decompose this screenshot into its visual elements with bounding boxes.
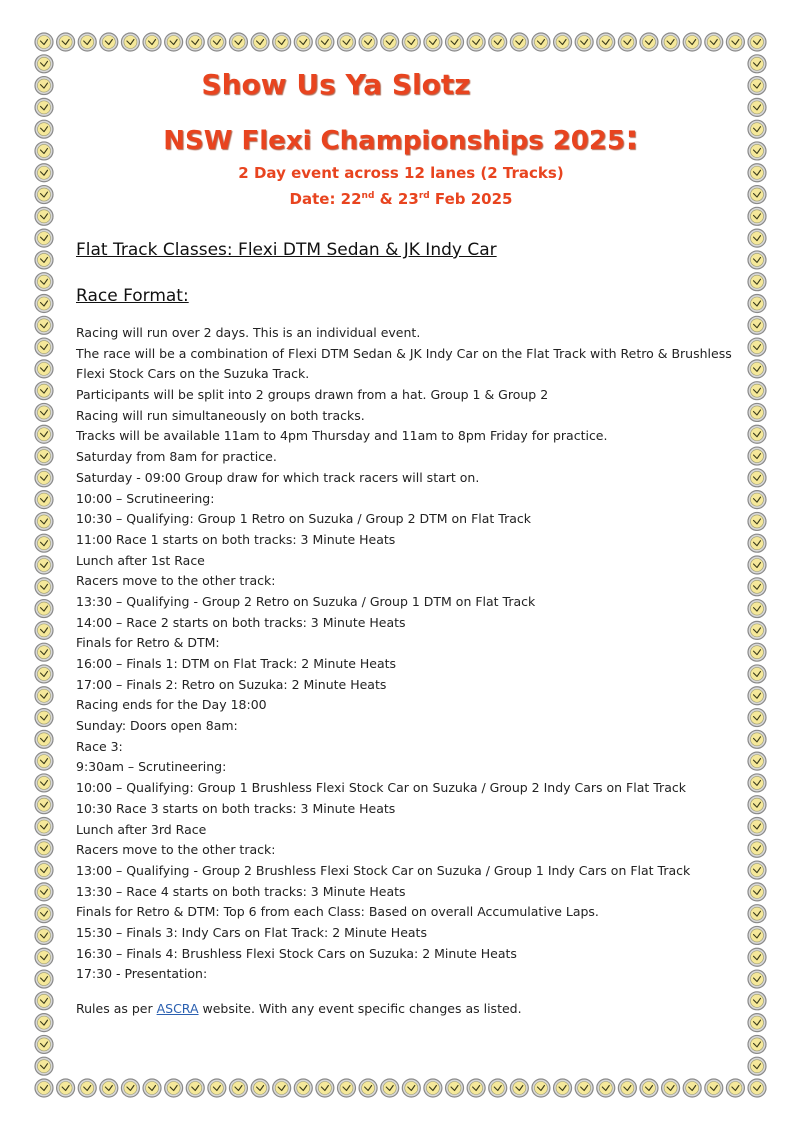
event-date-sup1: nd xyxy=(361,191,375,201)
clock-face-icon xyxy=(748,774,766,792)
race-format-line: 10:30 Race 3 starts on both tracks: 3 Minute Heats xyxy=(76,800,396,816)
race-format-line: Lunch after 3rd Race xyxy=(76,821,207,837)
clock-face-icon xyxy=(662,33,680,51)
clock-face-icon xyxy=(208,33,226,51)
race-format-line: 17:00 – Finals 2: Retro on Suzuka: 2 Minute Heats xyxy=(76,676,387,692)
clock-face-icon xyxy=(57,33,75,51)
clock-face-icon xyxy=(748,33,766,51)
race-format-line: Sunday: Doors open 8am: xyxy=(76,718,238,734)
clock-face-icon xyxy=(662,1079,680,1097)
clock-face-icon xyxy=(424,33,442,51)
race-format-line: 16:00 – Finals 1: DTM on Flat Track: 2 Minute Heats xyxy=(76,656,397,671)
clock-face-icon xyxy=(35,687,53,705)
clock-face-icon xyxy=(35,55,53,73)
clock-face-icon xyxy=(35,403,53,421)
clock-face-icon xyxy=(35,425,53,443)
clock-face-icon xyxy=(510,33,528,51)
clock-face-icon xyxy=(748,142,766,160)
clock-face-icon xyxy=(35,948,53,966)
race-format-line: 14:00 – Race 2 starts on both tracks: 3 Minute Heats xyxy=(76,614,406,630)
race-format-line: Racing will run simultaneously on both tracks. xyxy=(76,407,365,423)
race-format-line: 13:30 – Qualifying - Group 2 Retro on Suzuka / Group 1 DTM on Flat Track xyxy=(76,593,536,609)
clock-face-icon xyxy=(35,883,53,901)
clock-face-icon xyxy=(229,1079,247,1097)
race-format-line: Tracks will be available 11am to 4pm Thursday and 11am to 8pm Friday for practice. xyxy=(76,428,608,444)
clock-face-icon xyxy=(100,1079,118,1097)
clock-face-icon xyxy=(705,33,723,51)
race-format-line: 16:30 – Finals 4: Brushless Flexi Stock Cars on Suzuka: 2 Minute Heats xyxy=(76,945,517,961)
clock-face-icon xyxy=(748,447,766,465)
clock-face-icon xyxy=(748,992,766,1010)
clock-face-icon xyxy=(35,251,53,269)
race-format-line: Race 3: xyxy=(76,738,123,754)
clock-face-icon xyxy=(748,251,766,269)
race-format-line: 13:00 – Qualifying - Group 2 Brushless Flexi Stock Car on Suzuka / Group 1 Indy Cars on Flat Track xyxy=(76,862,691,878)
clock-face-icon xyxy=(640,33,658,51)
clock-face-icon xyxy=(640,1079,658,1097)
clock-face-icon xyxy=(35,556,53,574)
clock-face-icon xyxy=(35,578,53,596)
clock-face-icon xyxy=(748,207,766,225)
clock-face-icon xyxy=(748,1035,766,1053)
clock-face-icon xyxy=(381,1079,399,1097)
clock-face-icon xyxy=(748,1014,766,1032)
clock-face-icon xyxy=(748,643,766,661)
race-format-line: 9:30am – Scrutineering: xyxy=(76,759,227,775)
clock-face-icon xyxy=(748,164,766,182)
clock-face-icon xyxy=(554,1079,572,1097)
clock-face-icon xyxy=(316,1079,334,1097)
clock-face-icon xyxy=(143,33,161,51)
race-format-line: 13:30 – Race 4 starts on both tracks: 3 Minute Heats xyxy=(76,883,406,899)
clock-face-icon xyxy=(78,1079,96,1097)
clock-face-icon xyxy=(748,469,766,487)
clock-face-icon xyxy=(748,77,766,95)
clock-face-icon xyxy=(618,33,636,51)
clock-face-icon xyxy=(748,186,766,204)
clock-face-icon xyxy=(35,360,53,378)
clock-face-icon xyxy=(35,730,53,748)
clock-face-icon xyxy=(78,33,96,51)
clock-face-icon xyxy=(35,142,53,160)
clock-face-icon xyxy=(748,1079,766,1097)
clock-face-icon xyxy=(35,77,53,95)
clock-face-icon xyxy=(35,905,53,923)
clock-face-icon xyxy=(748,818,766,836)
clock-face-icon xyxy=(35,273,53,291)
clock-face-icon xyxy=(748,556,766,574)
clock-face-icon xyxy=(748,970,766,988)
clock-face-icon xyxy=(35,186,53,204)
clock-face-icon xyxy=(748,295,766,313)
clock-face-icon xyxy=(100,33,118,51)
clock-face-icon xyxy=(705,1079,723,1097)
ascra-link[interactable]: ASCRA xyxy=(156,1000,199,1016)
race-format-line: 17:30 - Presentation: xyxy=(76,966,208,982)
clock-face-icon xyxy=(316,33,334,51)
clock-face-icon xyxy=(251,1079,269,1097)
clock-face-icon xyxy=(186,1079,204,1097)
clock-face-icon xyxy=(402,33,420,51)
rules-line xyxy=(76,999,522,1020)
clock-face-icon xyxy=(748,861,766,879)
race-format-line: Finals for Retro & DTM: Top 6 from each Class: Based on overall Accumulative Laps. xyxy=(76,904,599,920)
clock-face-icon xyxy=(35,229,53,247)
clock-face-icon xyxy=(748,55,766,73)
clock-face-icon xyxy=(35,295,53,313)
clock-face-icon xyxy=(121,1079,139,1097)
race-format-line: Flexi Stock Cars on the Suzuka Track. xyxy=(76,366,310,382)
clock-face-icon xyxy=(35,382,53,400)
clock-face-icon xyxy=(554,33,572,51)
clock-face-icon xyxy=(251,33,269,51)
event-date xyxy=(76,190,726,208)
clock-face-icon xyxy=(381,33,399,51)
clock-face-icon xyxy=(748,926,766,944)
clock-face-icon xyxy=(186,33,204,51)
clock-face-icon xyxy=(748,1057,766,1075)
clock-face-icon xyxy=(165,1079,183,1097)
clock-face-icon xyxy=(35,839,53,857)
clock-face-icon xyxy=(748,229,766,247)
clock-face-icon xyxy=(35,752,53,770)
clock-face-icon xyxy=(35,992,53,1010)
clock-face-icon xyxy=(35,970,53,988)
clock-face-icon xyxy=(597,1079,615,1097)
clock-face-icon xyxy=(748,491,766,509)
race-format-line: Racers move to the other track: xyxy=(76,842,276,858)
race-format-list xyxy=(76,323,732,985)
clock-face-icon xyxy=(424,1079,442,1097)
clock-face-icon xyxy=(748,883,766,901)
clock-face-icon xyxy=(35,316,53,334)
event-date-sup2: rd xyxy=(418,191,430,201)
clock-face-icon xyxy=(618,1079,636,1097)
clock-face-icon xyxy=(35,534,53,552)
race-format-line: Racing will run over 2 days. This is an individual event. xyxy=(76,325,421,340)
clock-face-icon xyxy=(229,33,247,51)
document-title: Show Us Ya Slotz xyxy=(201,68,471,101)
race-format-line: 11:00 Race 1 starts on both tracks: 3 Minute Heats xyxy=(76,531,396,547)
event-summary: 2 Day event across 12 lanes (2 Tracks) xyxy=(238,164,564,182)
clock-face-icon xyxy=(35,33,53,51)
clock-face-icon xyxy=(748,905,766,923)
clock-face-icon xyxy=(748,730,766,748)
clock-face-icon xyxy=(359,33,377,51)
clock-face-icon xyxy=(748,120,766,138)
clock-face-icon xyxy=(337,33,355,51)
race-format-line: Racers move to the other track: xyxy=(76,573,276,589)
clock-face-icon xyxy=(510,1079,528,1097)
clock-face-icon xyxy=(35,338,53,356)
clock-face-icon xyxy=(748,316,766,334)
race-format-line: 10:00 – Scrutineering: xyxy=(76,490,215,506)
clock-face-icon xyxy=(35,1057,53,1075)
clock-face-icon xyxy=(294,1079,312,1097)
clock-face-icon xyxy=(35,98,53,116)
race-format-line: The race will be a combination of Flexi DTM Sedan & JK Indy Car on the Flat Track with Retro & Brushless xyxy=(76,345,732,361)
race-format-line: Lunch after 1st Race xyxy=(76,552,205,568)
clock-face-icon xyxy=(748,839,766,857)
clock-face-icon xyxy=(35,600,53,618)
clock-face-icon xyxy=(35,120,53,138)
clock-face-icon xyxy=(726,1079,744,1097)
clock-face-icon xyxy=(748,687,766,705)
clock-face-icon xyxy=(35,164,53,182)
clock-face-icon xyxy=(359,1079,377,1097)
clock-face-icon xyxy=(597,33,615,51)
clock-face-icon xyxy=(489,33,507,51)
clock-face-icon xyxy=(748,665,766,683)
race-format-heading: Race Format: xyxy=(76,286,189,306)
clock-face-icon xyxy=(35,491,53,509)
clock-face-icon xyxy=(748,948,766,966)
clock-face-icon xyxy=(402,1079,420,1097)
clock-face-icon xyxy=(273,33,291,51)
clock-face-icon xyxy=(748,425,766,443)
clock-face-icon xyxy=(748,534,766,552)
race-format-line: 15:30 – Finals 3: Indy Cars on Flat Track: 2 Minute Heats xyxy=(76,924,427,940)
clock-face-icon xyxy=(748,98,766,116)
clock-face-icon xyxy=(532,1079,550,1097)
race-format-line: Saturday from 8am for practice. xyxy=(76,449,277,465)
event-date-prefix: Date: 22 xyxy=(289,190,362,208)
clock-face-icon xyxy=(575,33,593,51)
race-format-line: Racing ends for the Day 18:00 xyxy=(76,697,267,713)
clock-face-icon xyxy=(35,447,53,465)
clock-face-icon xyxy=(748,382,766,400)
clock-face-icon xyxy=(748,273,766,291)
championship-title xyxy=(76,118,726,158)
clock-face-icon xyxy=(35,643,53,661)
classes-heading: Flat Track Classes: Flexi DTM Sedan & JK Indy Car xyxy=(76,240,497,260)
clock-face-icon xyxy=(35,469,53,487)
race-format-line: Finals for Retro & DTM: xyxy=(76,635,220,651)
rules-suffix: website. With any event specific changes as listed. xyxy=(198,1000,522,1016)
clock-face-icon xyxy=(748,512,766,530)
clock-face-icon xyxy=(748,796,766,814)
clock-face-icon xyxy=(467,1079,485,1097)
clock-face-icon xyxy=(467,33,485,51)
clock-face-icon xyxy=(748,578,766,596)
clock-face-icon xyxy=(748,338,766,356)
clock-face-icon xyxy=(575,1079,593,1097)
race-format-line: Participants will be split into 2 groups drawn from a hat. Group 1 & Group 2 xyxy=(76,387,549,403)
clock-face-icon xyxy=(748,360,766,378)
clock-face-icon xyxy=(35,796,53,814)
clock-face-icon xyxy=(35,774,53,792)
championship-title-colon: : xyxy=(625,118,639,158)
clock-face-icon xyxy=(35,861,53,879)
clock-face-icon xyxy=(35,207,53,225)
rules-prefix: Rules as per xyxy=(76,1000,157,1016)
clock-face-icon xyxy=(165,33,183,51)
event-date-suffix: Feb 2025 xyxy=(429,190,513,208)
clock-face-icon xyxy=(726,33,744,51)
clock-face-icon xyxy=(35,1035,53,1053)
clock-face-icon xyxy=(208,1079,226,1097)
clock-face-icon xyxy=(35,709,53,727)
clock-face-icon xyxy=(35,621,53,639)
championship-title-text: NSW Flexi Championships 2025 xyxy=(163,126,626,156)
clock-face-icon xyxy=(337,1079,355,1097)
clock-face-icon xyxy=(748,752,766,770)
clock-face-icon xyxy=(446,33,464,51)
clock-face-icon xyxy=(143,1079,161,1097)
clock-face-icon xyxy=(748,403,766,421)
clock-face-icon xyxy=(748,709,766,727)
clock-face-icon xyxy=(273,1079,291,1097)
clock-face-icon xyxy=(748,600,766,618)
clock-face-icon xyxy=(489,1079,507,1097)
clock-face-icon xyxy=(35,1079,53,1097)
event-date-middle: & 23 xyxy=(374,190,419,208)
clock-face-icon xyxy=(683,33,701,51)
race-format-line: Saturday - 09:00 Group draw for which track racers will start on. xyxy=(76,469,480,485)
clock-face-icon xyxy=(446,1079,464,1097)
clock-face-icon xyxy=(748,621,766,639)
clock-face-icon xyxy=(532,33,550,51)
clock-face-icon xyxy=(57,1079,75,1097)
clock-face-icon xyxy=(294,33,312,51)
race-format-line: 10:30 – Qualifying: Group 1 Retro on Suzuka / Group 2 DTM on Flat Track xyxy=(76,511,531,527)
race-format-line: 10:00 – Qualifying: Group 1 Brushless Flexi Stock Car on Suzuka / Group 2 Indy Cars on Flat Track xyxy=(76,780,686,796)
clock-face-icon xyxy=(35,818,53,836)
clock-face-icon xyxy=(121,33,139,51)
clock-face-icon xyxy=(683,1079,701,1097)
clock-face-icon xyxy=(35,926,53,944)
clock-face-icon xyxy=(35,1014,53,1032)
clock-face-icon xyxy=(35,665,53,683)
clock-face-icon xyxy=(35,512,53,530)
